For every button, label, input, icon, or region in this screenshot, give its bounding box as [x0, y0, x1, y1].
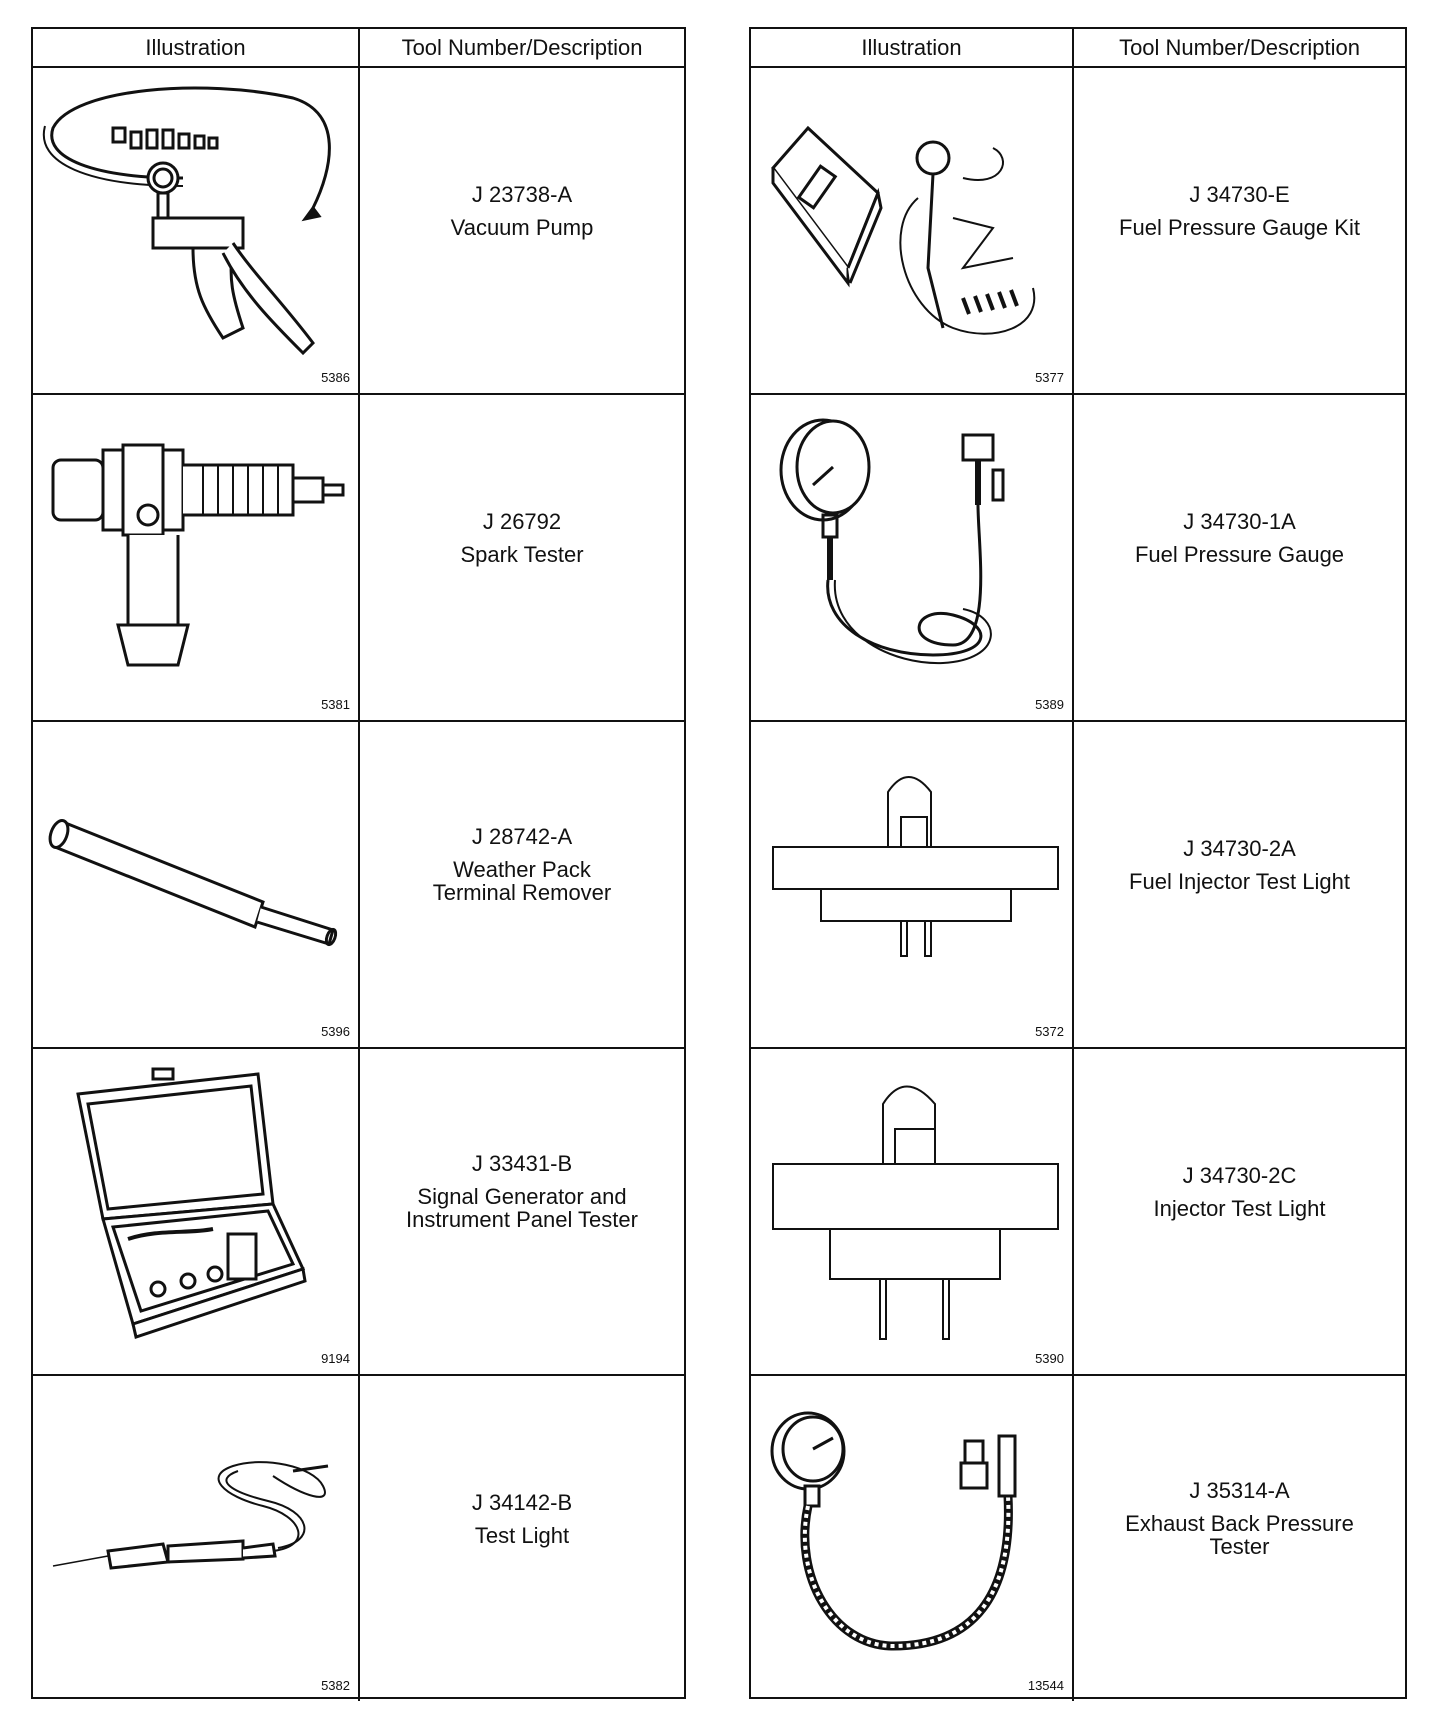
tool-number: J 34730-2C [1182, 1162, 1297, 1188]
right-tool-table [749, 27, 1407, 1699]
tool-description [360, 68, 684, 393]
table-row [33, 1376, 684, 1701]
tool-description [360, 1376, 684, 1701]
table-row [751, 395, 1405, 722]
vacuum-pump-icon [33, 68, 358, 395]
tool-name: Injector Test Light [1153, 1195, 1326, 1221]
illustration-cell [751, 68, 1074, 393]
tool-number: J 34730-1A [1183, 508, 1296, 534]
figure-number: 5372 [1035, 1024, 1064, 1039]
tool-description [360, 1049, 684, 1374]
tool-name: Weather Pack Terminal Remover [432, 857, 612, 905]
injector-test-light-icon [751, 722, 1076, 1049]
tool-number: J 34730-2A [1183, 835, 1296, 861]
illustration-cell [33, 395, 360, 720]
table-header [33, 29, 684, 68]
injector-test-light-c-icon [751, 1049, 1076, 1376]
illustration-header: Illustration [33, 29, 360, 66]
spark-tester-icon [33, 395, 358, 722]
table-row [33, 722, 684, 1049]
tool-number: J 35314-A [1189, 1478, 1290, 1503]
tool-name: Test Light [474, 1522, 570, 1548]
illustration-cell [33, 1049, 360, 1374]
tool-description [1074, 722, 1405, 1047]
illustration-cell [751, 1376, 1074, 1701]
tool-name: Spark Tester [460, 541, 584, 567]
figure-number: 5381 [321, 697, 350, 712]
figure-number: 13544 [1027, 1678, 1064, 1693]
tool-name: Vacuum Pump [450, 214, 594, 240]
tool-description [1074, 1376, 1405, 1701]
figure-number: 5377 [1035, 370, 1064, 385]
tool-number: J 26792 [482, 508, 562, 534]
gauge-kit-icon [751, 68, 1076, 395]
table-row [751, 1049, 1405, 1376]
figure-number: 9194 [321, 1351, 350, 1366]
test-light-icon [33, 1376, 358, 1703]
illustration-cell [33, 722, 360, 1047]
tool-description [1074, 1049, 1405, 1374]
tool-description [360, 722, 684, 1047]
table-row [33, 395, 684, 722]
table-row [751, 1376, 1405, 1701]
tool-header: Tool Number/Description [401, 34, 643, 60]
tool-name: Signal Generator and Instrument Panel Tester [406, 1184, 638, 1232]
table-row [751, 722, 1405, 1049]
tool-name: Fuel Pressure Gauge Kit [1119, 214, 1360, 240]
tool-number: J 34142-B [471, 1489, 573, 1515]
tool-description [360, 395, 684, 720]
table-row [751, 68, 1405, 395]
tool-number: J 28742-A [471, 824, 573, 849]
tool-name: Fuel Injector Test Light [1129, 868, 1350, 894]
tool-name: Exhaust Back Pressure Tester [1125, 1511, 1354, 1559]
illustration-cell [751, 1049, 1074, 1374]
tool-header: Tool Number/Description [1119, 34, 1360, 60]
pressure-gauge-icon [751, 395, 1076, 722]
tool-number: J 33431-B [471, 1151, 573, 1176]
tool-name: Fuel Pressure Gauge [1134, 541, 1345, 567]
illustration-cell [751, 395, 1074, 720]
figure-number: 5386 [321, 370, 350, 385]
back-pressure-tester-icon [751, 1376, 1076, 1703]
figure-number: 5382 [321, 1678, 350, 1693]
figure-number: 5390 [1035, 1351, 1064, 1366]
tool-description [1074, 68, 1405, 393]
table-row [33, 68, 684, 395]
tool-number: J 23738-A [471, 181, 573, 207]
tool-description [1074, 395, 1405, 720]
signal-generator-icon [33, 1049, 358, 1376]
illustration-cell [33, 68, 360, 393]
tool-number: J 34730-E [1189, 181, 1290, 207]
illustration-cell [751, 722, 1074, 1047]
table-row [33, 1049, 684, 1376]
figure-number: 5396 [321, 1024, 350, 1039]
illustration-cell [33, 1376, 360, 1701]
figure-number: 5389 [1035, 697, 1064, 712]
table-header [751, 29, 1405, 68]
illustration-header: Illustration [751, 29, 1074, 66]
left-tool-table [31, 27, 686, 1699]
terminal-remover-icon [33, 722, 358, 1049]
